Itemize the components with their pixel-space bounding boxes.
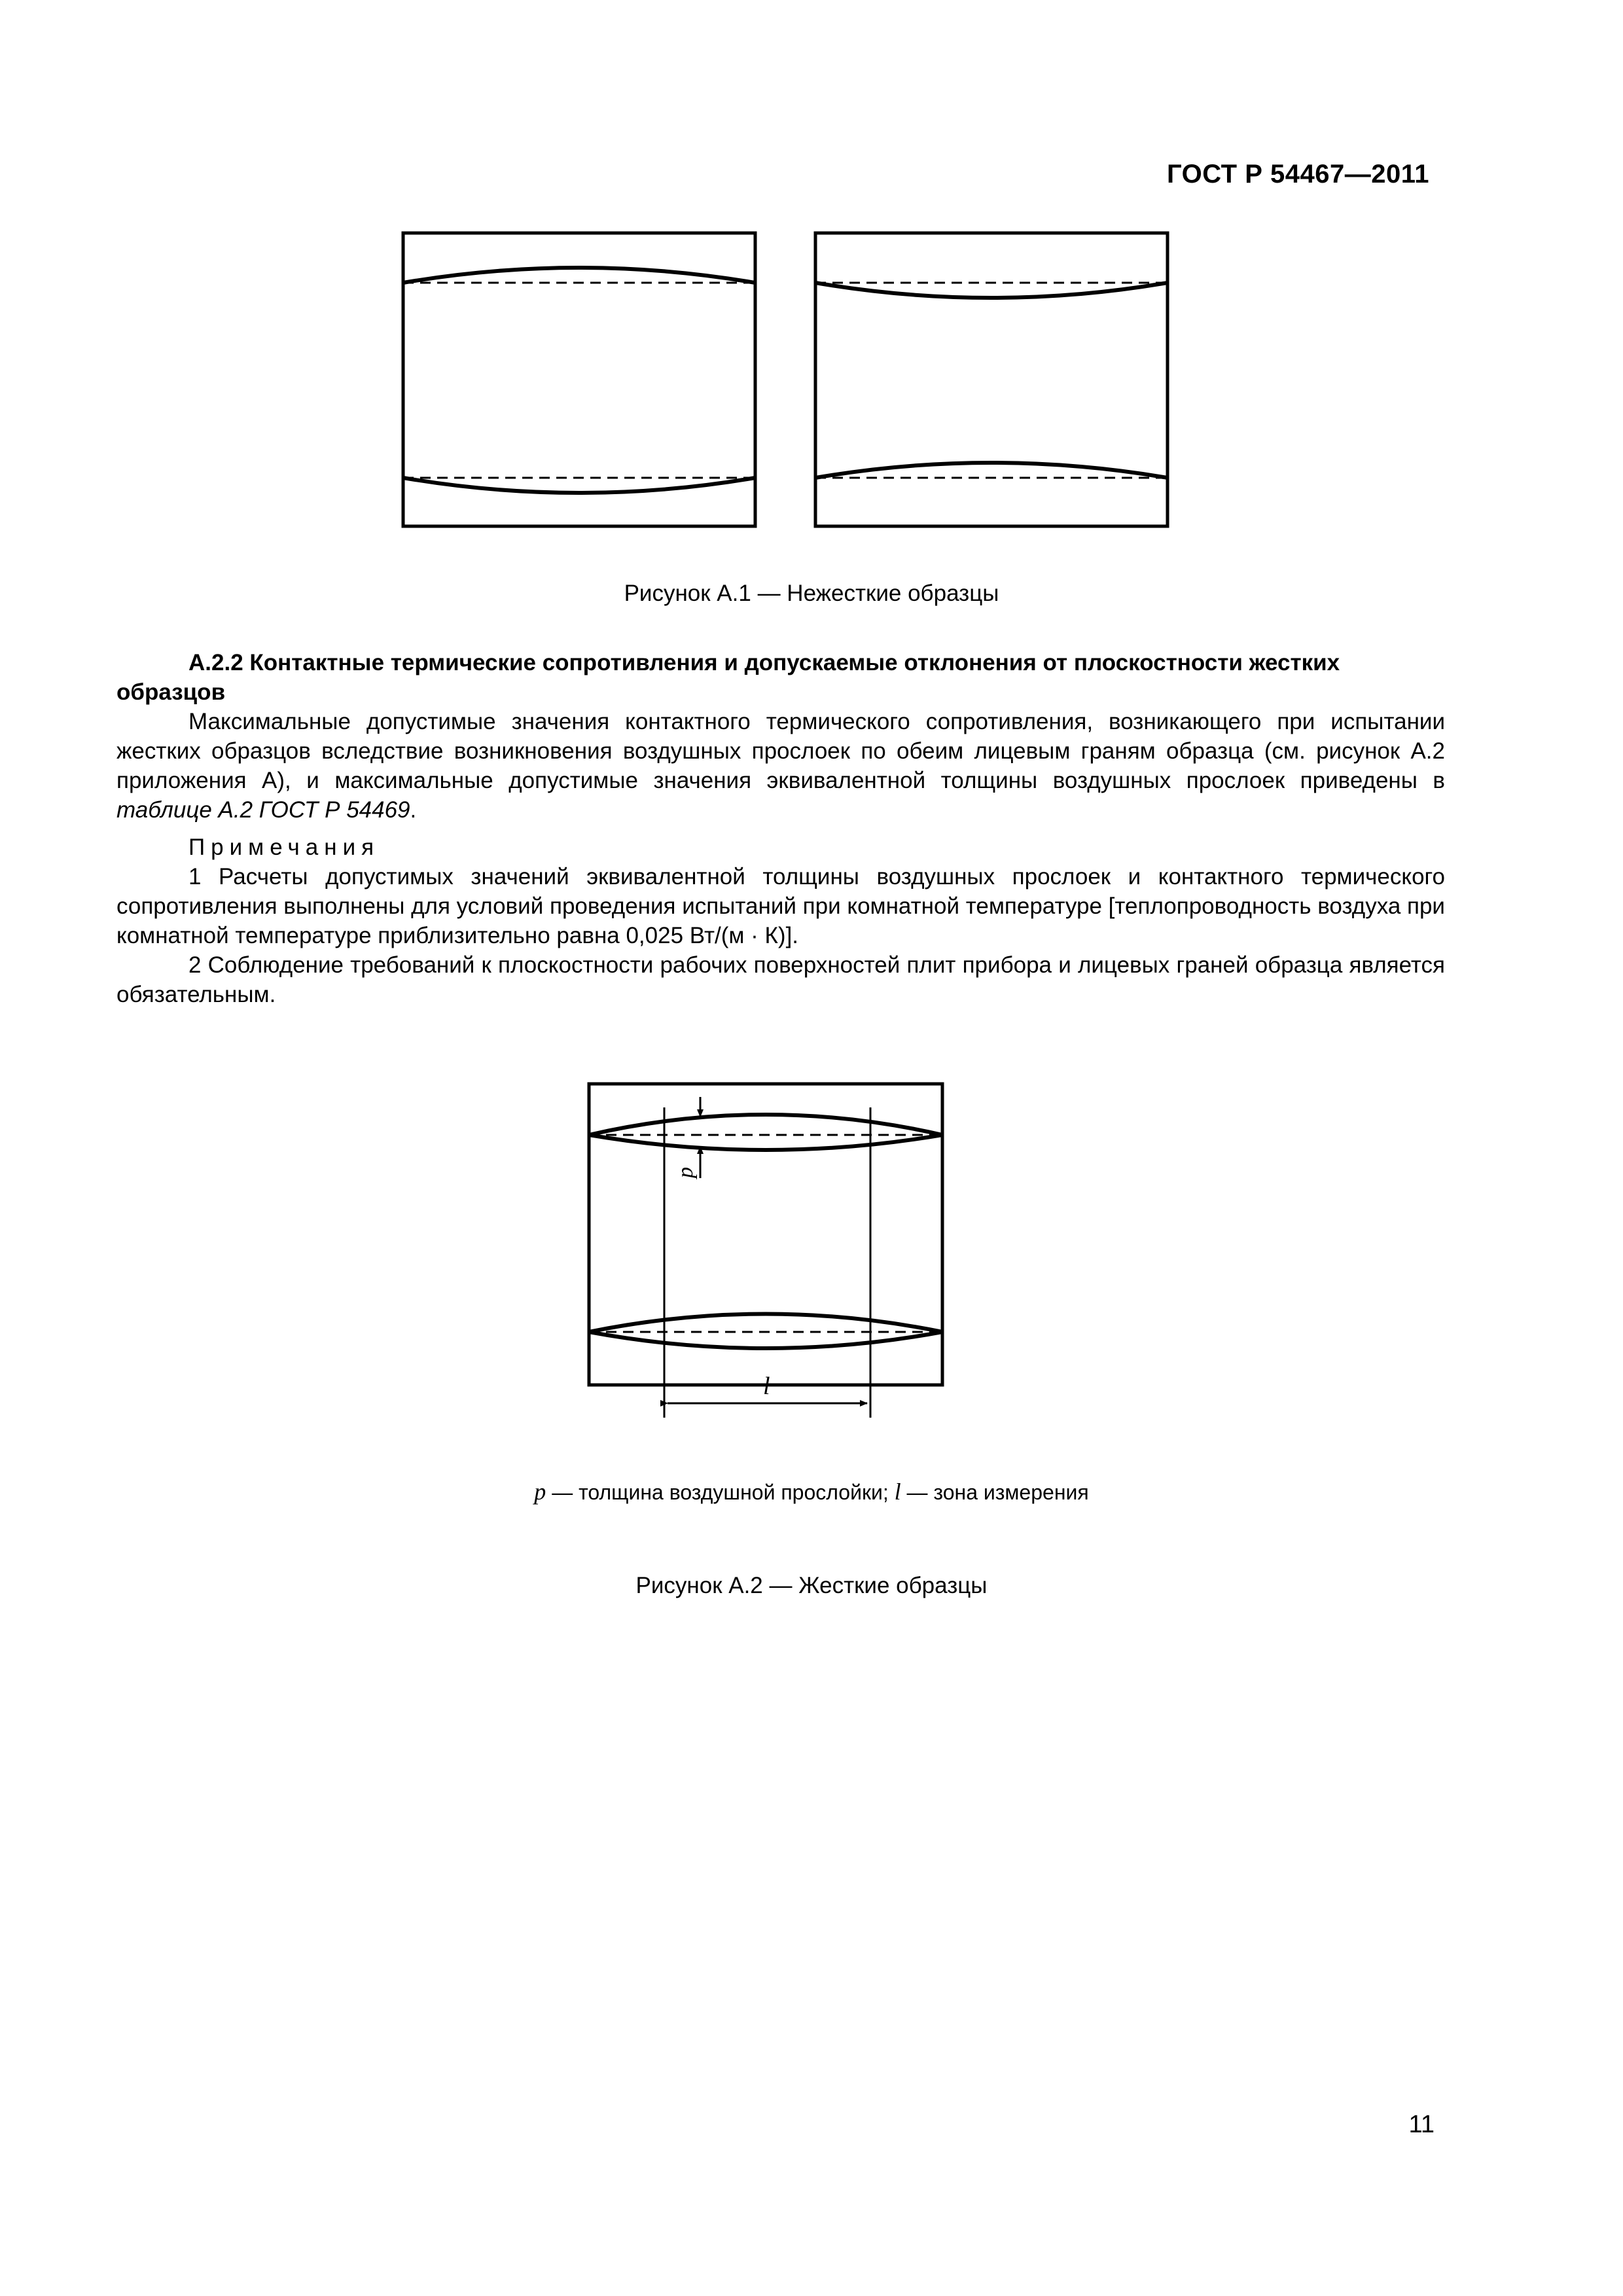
note-2: 2 Соблюдение требований к плоскостности рабочих поверхностей плит прибора и лицевых граней образца является обязательным.: [116, 952, 1445, 1007]
legend-p-text: — толщина воздушной прослойки;: [546, 1480, 895, 1504]
section-number: А.2.2: [188, 650, 243, 675]
section-heading: [116, 648, 1445, 677]
notes-title: Примечания: [188, 834, 380, 860]
top-air-gap: [589, 1115, 942, 1150]
figure-a1-caption: Рисунок А.1 — Нежесткие образцы: [624, 581, 999, 606]
legend-l-text: — зона измерения: [901, 1480, 1089, 1504]
section-title-line2: образцов: [116, 679, 226, 705]
label-p: p: [673, 1167, 698, 1178]
reference-table-a2: таблице А.2 ГОСТ Р 54469: [116, 797, 410, 823]
section-title-line1: Контактные термические сопротивления и допускаемые отклонения от плоскостности жестких: [249, 650, 1340, 675]
standard-code: ГОСТ Р 54467—2011: [1167, 160, 1429, 188]
main-paragraph: [116, 707, 1445, 825]
main-paragraph-end: .: [410, 797, 417, 823]
section-body: [116, 648, 1445, 1009]
note-1: 1 Расчеты допустимых значений эквивалентной толщины воздушных прослоек и контактного термического сопротивления выполнены для условий проведения испытаний при комнатной температуре [теплопроводность воздуха при комнатной температуре приблизительно равна 0,025 Вт/(м · К)].: [116, 864, 1445, 948]
figure-a2-caption: Рисунок А.2 — Жесткие образцы: [635, 1573, 988, 1598]
legend-l-symbol: l: [894, 1479, 901, 1505]
label-l: l: [763, 1372, 770, 1400]
figure-a1-drawing: [393, 223, 1191, 537]
legend-p-symbol: p: [534, 1479, 546, 1505]
figure-a2-legend: [0, 1478, 1623, 1505]
figure-a2-drawing: [569, 1067, 955, 1433]
specimen-concave: [815, 233, 1168, 526]
main-paragraph-text: Максимальные допустимые значения контактного термического сопротивления, возникающего при испытании жестких образцов вследствие возникновения воздушных прослоек по обеим лицевым граням образца (см. рисунок А.2 приложения А), и максимальные допустимые значения эквивалентной толщины воздушных прослоек приведены в: [116, 709, 1445, 793]
specimen-convex: [403, 233, 755, 526]
page-number: 11: [1408, 2111, 1435, 2138]
